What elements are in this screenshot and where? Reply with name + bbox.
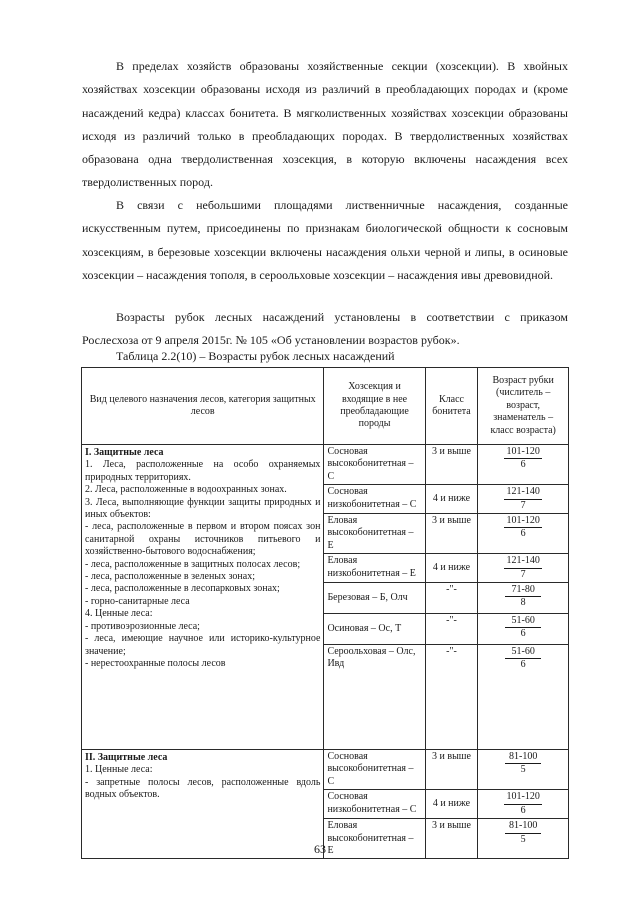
- age-class: 5: [520, 833, 526, 845]
- section1-description: [82, 445, 324, 750]
- hozsection-cell: Сосновая низкобонитетная – С: [324, 485, 425, 514]
- hozsection-cell: Еловая высокобонитетная – Е: [324, 514, 425, 554]
- age-value: 51-60: [505, 615, 541, 628]
- section1-title: I. Защитные леса: [85, 447, 164, 458]
- age-value: 121-140: [504, 486, 541, 499]
- age-cell: [478, 583, 569, 614]
- page-number: 63: [314, 842, 326, 856]
- age-value: 101-120: [504, 791, 541, 804]
- age-cell: [478, 750, 569, 790]
- bonitet-cell: 4 и ниже: [425, 485, 478, 514]
- bonitet-cell: 3 и выше: [425, 445, 478, 485]
- paragraph-merging: В связи с небольшими площадями лиственничные насаждения, созданные искусственным путем, присоединены по признакам биологической общности к сосновым хозсекциям, в березовые хозсекции включены насаждения ольхи черной и липы, в осиновые хозсекции – насаждения тополя, в сероольховые хозсекции – насаждения ивы древовидной.: [82, 198, 568, 282]
- list-item: - горно-санитарные леса: [85, 595, 190, 607]
- hozsection-cell: Сосновая высокобонитетная – С: [324, 750, 425, 790]
- header-hozsection: Хозсекция и входящие в нее преобладающие породы: [324, 368, 425, 445]
- hozsection-cell: Еловая высокобонитетная – Е: [324, 819, 425, 859]
- bonitet-cell: 3 и выше: [425, 750, 478, 790]
- paragraph-felling-ages: Возрасты рубок лесных насаждений установлены в соответствии с приказом Рослесхоза от 9 апреля 2015г. № 105 «Об установлении возрастов рубок».: [82, 310, 568, 348]
- age-class: 5: [520, 764, 526, 776]
- age-cell: [478, 485, 569, 514]
- table-row: [82, 445, 569, 485]
- bonitet-cell: -"-: [425, 645, 478, 750]
- bonitet-cell: 3 и выше: [425, 819, 478, 859]
- list-item: 3. Леса, выполняющие функции защиты природных и иных объектов:: [85, 496, 321, 521]
- list-item: - леса, расположенные в зеленых зонах;: [85, 571, 255, 583]
- list-item: 1. Ценные леса:: [85, 764, 153, 776]
- hozsection-cell: Сосновая низкобонитетная – С: [324, 790, 425, 819]
- table-header-row: [82, 368, 569, 445]
- paragraph-hozsections: В пределах хозяйств образованы хозяйственные секции (хозсекции). В хвойных хозяйствах хозсекции образованы исходя из различий в преобладающих породах и (кроме насаждений кедра) классах бонитета. В мягколиственных хозяйствах хозсекции образованы исходя из различий только в преобладающих породах. В твердолиственных хозяйствах образована одна твердолиственная хозсекция, в которую включены насаждения всех твердолиственных пород.: [82, 59, 568, 190]
- age-cell: [478, 790, 569, 819]
- age-class: 6: [520, 659, 526, 671]
- hozsection-cell: Сосновая высокобонитетная – С: [324, 445, 425, 485]
- list-item: - противоэрозионные леса;: [85, 620, 200, 632]
- age-value: 81-100: [505, 751, 541, 764]
- age-value: 101-120: [504, 515, 541, 528]
- age-cell: [478, 445, 569, 485]
- list-item: 1. Леса, расположенные на особо охраняемых природных территориях.: [85, 459, 321, 483]
- age-class: 6: [520, 459, 526, 471]
- age-value: 81-100: [505, 820, 541, 833]
- header-bonitet-class: Класс бонитета: [425, 368, 478, 445]
- list-item: - леса, расположенные в лесопарковых зонах;: [85, 583, 280, 595]
- list-item: - леса, расположенные в первом и втором поясах зон санитарной охраны источников питьевого и хозяйственно-бытового водоснабжения;: [85, 521, 321, 558]
- age-value: 101-120: [504, 446, 541, 459]
- section2-title: II. Защитные леса: [85, 752, 168, 764]
- list-item: - запретные полосы лесов, расположенные вдоль водных объектов.: [85, 776, 321, 801]
- age-cell: [478, 554, 569, 583]
- bonitet-cell: -"-: [425, 614, 478, 645]
- age-value: 121-140: [504, 555, 541, 568]
- hozsection-cell: Сероольховая – Олс, Ивд: [324, 645, 425, 750]
- table-row: [82, 750, 569, 790]
- header-felling-age: Возраст рубки (числитель – возраст, знаменатель – класс возраста): [478, 368, 569, 445]
- hozsection-cell: Еловая низкобонитетная – Е: [324, 554, 425, 583]
- bonitet-cell: 3 и выше: [425, 514, 478, 554]
- list-item: 2. Леса, расположенные в водоохранных зонах.: [85, 484, 287, 496]
- bonitet-cell: 4 и ниже: [425, 554, 478, 583]
- table-caption: Таблица 2.2(10) – Возрасты рубок лесных насаждений: [116, 349, 395, 363]
- felling-age-table: [81, 367, 569, 859]
- age-class: 6: [520, 804, 526, 816]
- age-class: 6: [520, 528, 526, 540]
- bonitet-cell: 4 и ниже: [425, 790, 478, 819]
- age-class: 6: [520, 628, 526, 640]
- list-item: 4. Ценные леса:: [85, 608, 153, 620]
- list-item: - леса, имеющие научное или историко-культурное значение;: [85, 633, 321, 657]
- header-forest-purpose: Вид целевого назначения лесов, категория защитных лесов: [82, 368, 324, 445]
- bonitet-cell: -"-: [425, 583, 478, 614]
- age-class: 8: [520, 597, 526, 609]
- hozsection-cell: Осиновая – Ос, Т: [324, 614, 425, 645]
- age-cell: [478, 514, 569, 554]
- hozsection-cell: Березовая – Б, Олч: [324, 583, 425, 614]
- list-item: - нерестоохранные полосы лесов: [85, 657, 226, 669]
- age-value: 71-80: [505, 584, 541, 597]
- age-class: 7: [520, 568, 526, 580]
- list-item: - леса, расположенные в защитных полосах лесов;: [85, 558, 301, 570]
- age-value: 51-60: [505, 646, 541, 659]
- age-class: 7: [520, 499, 526, 511]
- age-cell: [478, 645, 569, 750]
- age-cell: [478, 614, 569, 645]
